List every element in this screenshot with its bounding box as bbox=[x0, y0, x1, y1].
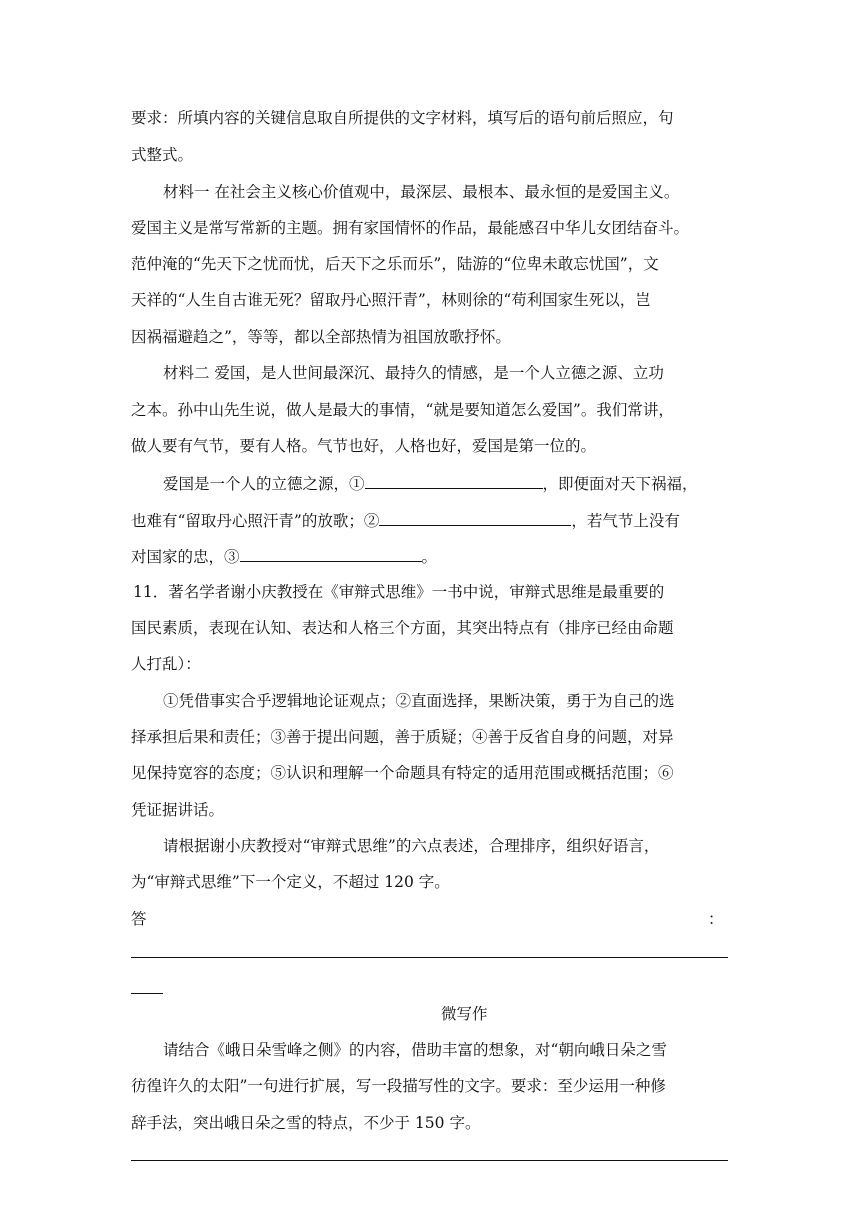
q11-line-1: 11．著名学者谢小庆教授在《审辩式思维》一书中说，审辩式思维是最重要的 bbox=[133, 583, 665, 601]
fill-in-text: ，若气节上没有 bbox=[571, 512, 680, 530]
fill-in-text: 也难有“留取丹心照汗青”的放歌；② bbox=[131, 512, 380, 530]
answer-line[interactable] bbox=[131, 957, 728, 958]
fill-in-text: 。 bbox=[421, 548, 438, 566]
fill-in-text: 爱国是一个人的立德之源，① bbox=[163, 475, 365, 493]
micro-writing-line-2: 彷徨许久的太阳”一句进行扩展，写一段描写性的文字。要求：至少运用一种修 bbox=[131, 1077, 666, 1095]
requirement-line-1: 要求：所填内容的关键信息取自所提供的文字材料，填写后的语句前后照应，句 bbox=[131, 109, 674, 127]
q11-items-line-2: 择承担后果和责任；③善于提出问题，善于质疑；④善于反省自身的问题，对异 bbox=[131, 728, 674, 746]
material1-line-3: 范仲淹的“先天下之忧而忧，后天下之乐而乐”，陆游的“位卑未敢忘忧国”，文 bbox=[131, 255, 659, 273]
material2-line-3: 做人要有气节，要有人格。气节也好，人格也好，爱国是第一位的。 bbox=[131, 437, 597, 455]
material2-line-2: 之本。孙中山先生说，做人是最大的事情，“就是要知道怎么爱国”。我们常讲， bbox=[131, 401, 674, 419]
answer-blank-2[interactable] bbox=[379, 509, 571, 526]
fill-in-line-1 bbox=[163, 472, 698, 494]
material1-line-4: 天祥的“人生自古谁无死？留取丹心照汗青”，林则徐的“苟利国家生死以，岂 bbox=[131, 291, 651, 309]
material1-line-1: 材料一 在社会主义核心价值观中，最深层、最根本、最永恒的是爱国主义。 bbox=[163, 183, 680, 201]
q11-task-line-1: 请根据谢小庆教授对“审辩式思维”的六点表述，合理排序，组织好语言， bbox=[163, 837, 660, 855]
answer-colon: ： bbox=[708, 910, 724, 928]
fill-in-line-2 bbox=[131, 509, 680, 531]
micro-writing-line-3: 辞手法，突出峨日朵之雪的特点，不少于 150 字。 bbox=[131, 1114, 481, 1132]
q11-items-line-3: 见保持宽容的态度；⑤认识和理解一个命题具有特定的适用范围或概括范围；⑥ bbox=[131, 764, 674, 782]
q11-line-3: 人打乱）： bbox=[131, 655, 201, 673]
answer-blank-3[interactable] bbox=[240, 545, 422, 562]
q11-line-2: 国民素质，表现在认知、表达和人格三个方面，其突出特点有（排序已经由命题 bbox=[131, 619, 674, 637]
writing-line[interactable] bbox=[131, 1160, 728, 1161]
material1-line-5: 因祸福避趋之”，等等，都以全部热情为祖国放歌抒怀。 bbox=[131, 328, 511, 346]
fill-in-line-3 bbox=[131, 545, 437, 567]
requirement-line-2: 式整式。 bbox=[131, 146, 194, 164]
fill-in-text: ，即便面对天下祸福， bbox=[542, 475, 698, 493]
fill-in-text: 对国家的忠，③ bbox=[131, 548, 240, 566]
q11-task-line-2: 为“审辩式思维”下一个定义，不超过 120 字。 bbox=[131, 873, 450, 891]
q11-items-line-1: ①凭借事实合乎逻辑地论证观点；②直面选择，果断决策，勇于为自己的选 bbox=[163, 692, 675, 710]
material1-line-2: 爱国主义是常写常新的主题。拥有家国情怀的作品，最能感召中华儿女团结奋斗。 bbox=[131, 219, 690, 237]
answer-blank-1[interactable] bbox=[365, 472, 543, 489]
material2-line-1: 材料二 爱国，是人世间最深沉、最持久的情感，是一个人立德之源、立功 bbox=[163, 364, 664, 382]
answer-line-end[interactable] bbox=[131, 993, 163, 994]
q11-items-line-4: 凭证据讲话。 bbox=[131, 801, 225, 819]
section-heading: 微写作 bbox=[441, 1005, 488, 1023]
micro-writing-line-1: 请结合《峨日朵雪峰之侧》的内容，借助丰富的想象，对“朝向峨日朵之雪 bbox=[163, 1041, 667, 1059]
answer-label: 答 bbox=[131, 910, 147, 928]
